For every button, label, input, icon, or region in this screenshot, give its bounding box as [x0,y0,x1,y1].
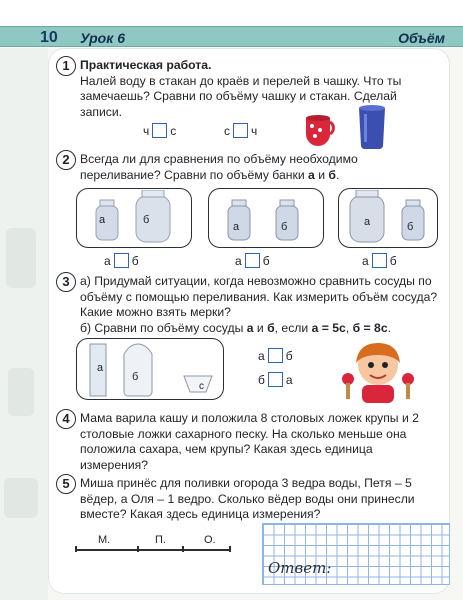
segment-ruler [75,549,230,551]
task2-compare-1 [104,253,139,268]
task-number-4: 4 [56,409,76,429]
task5-text: Миша принёс для поливки огорода 3 ведра воды, Петя – 5 вёдер, а Оля – 1 ведро. Сколько вёдер воды они принесли вместе? Какая здесь единица измерения? [80,476,415,521]
task-number-2: 2 [56,150,76,170]
task-number-5: 5 [56,474,76,494]
ruler-tick [75,546,77,552]
compare-right: а [285,372,293,387]
jar1-label-a: а [99,214,106,226]
jar3-label-b: б [407,221,414,233]
ruler-tick [137,546,139,552]
ruler-label-o: О. [204,534,216,546]
conj: и [253,320,268,335]
answer-box[interactable] [268,348,283,363]
task3-text-b: б) Сравни по объёму сосуды [80,320,247,335]
red-cup-icon [300,110,340,148]
task1-title: Практическая работа. [80,58,212,72]
label-a: а [308,167,315,182]
compare-right: б [262,253,270,268]
compare-left: а [258,348,265,363]
task1-text: Налей воду в стакан до краёв и перелей в чашку. Что ты замечаешь? Сравни по объёму чашку и стакан. Сделай записи. [80,73,402,119]
girl-illustration [338,335,418,405]
conj: и [314,167,329,182]
task3-text [80,274,440,336]
jar1-label-b: б [143,214,150,226]
lesson-title: Урок 6 [80,30,126,46]
task-number-3: 3 [56,272,76,292]
label-b: б [267,320,275,335]
topic-title: Объём [398,30,445,46]
jars-illustration-3 [344,190,434,246]
blue-glass-icon [355,104,389,150]
task2-text-main: Всегда ли для сравнения по объёму необходимо переливание? Сравни по объёму банки [80,152,358,182]
label-a: а [246,320,254,335]
answer-box[interactable] [372,253,387,268]
compare-left: б [258,372,265,387]
compare-right: б [285,348,293,363]
compare-left: а [104,253,111,268]
task3-text-a: а) Придумай ситуации, когда невозможно сравнить сосуды по объёму с помощью переливания. Как измерить объём сосуда? Какие можно взять мерки? [80,274,438,319]
compare-left: а [235,253,242,268]
compare-right: б [389,253,397,268]
compare-left: ч [143,123,150,138]
page-number: 10 [40,29,58,46]
task4-text: Мама варила кашу и положила 8 столовых ложек крупы и 2 столовые ложки сахарного песку. На сколько меньше она положила сахара, чем крупы? Какая здесь единица измерения? [80,411,419,472]
task1-compare-2 [224,123,257,138]
answer-box[interactable] [245,253,260,268]
compare-left: а [362,253,369,268]
ruler-label-p: П. [155,534,166,546]
answer-label: Ответ: [268,559,332,577]
ruler-tick [182,546,184,552]
compare-right: с [170,123,177,138]
answer-box[interactable] [152,123,167,138]
task3-compare-2 [258,372,293,387]
task3-compare-1 [258,348,293,363]
header-band [0,26,463,47]
ruler-label-m: М. [98,534,111,546]
vessel-label-a: а [97,362,104,374]
suffix: , если [274,320,312,335]
end: . [335,167,340,182]
task-number-1: 1 [56,56,76,76]
equation-b: б = 8с [352,320,388,335]
vessel-label-c: с [199,381,204,392]
answer-box[interactable] [268,372,283,387]
answer-box[interactable] [233,123,248,138]
task2-compare-2 [235,253,270,268]
task2-text [80,152,440,183]
jar2-label-b: б [281,221,288,233]
jars-illustration-2 [216,190,316,246]
answer-box[interactable] [114,253,129,268]
jar3-label-a: а [364,216,371,228]
equation-a: а = 5с [311,320,346,335]
left-margin-decoration [0,48,48,600]
comma: , [345,320,353,335]
task1-compare-1 [143,123,176,138]
jar2-label-a: а [233,221,240,233]
ruler-tick [229,546,231,552]
compare-left: с [224,123,230,138]
label-b: б [328,167,336,182]
task2-compare-3 [362,253,397,268]
end: . [387,320,391,335]
compare-right: ч [251,123,258,138]
vessel-label-b: б [132,371,139,383]
compare-right: б [131,253,139,268]
